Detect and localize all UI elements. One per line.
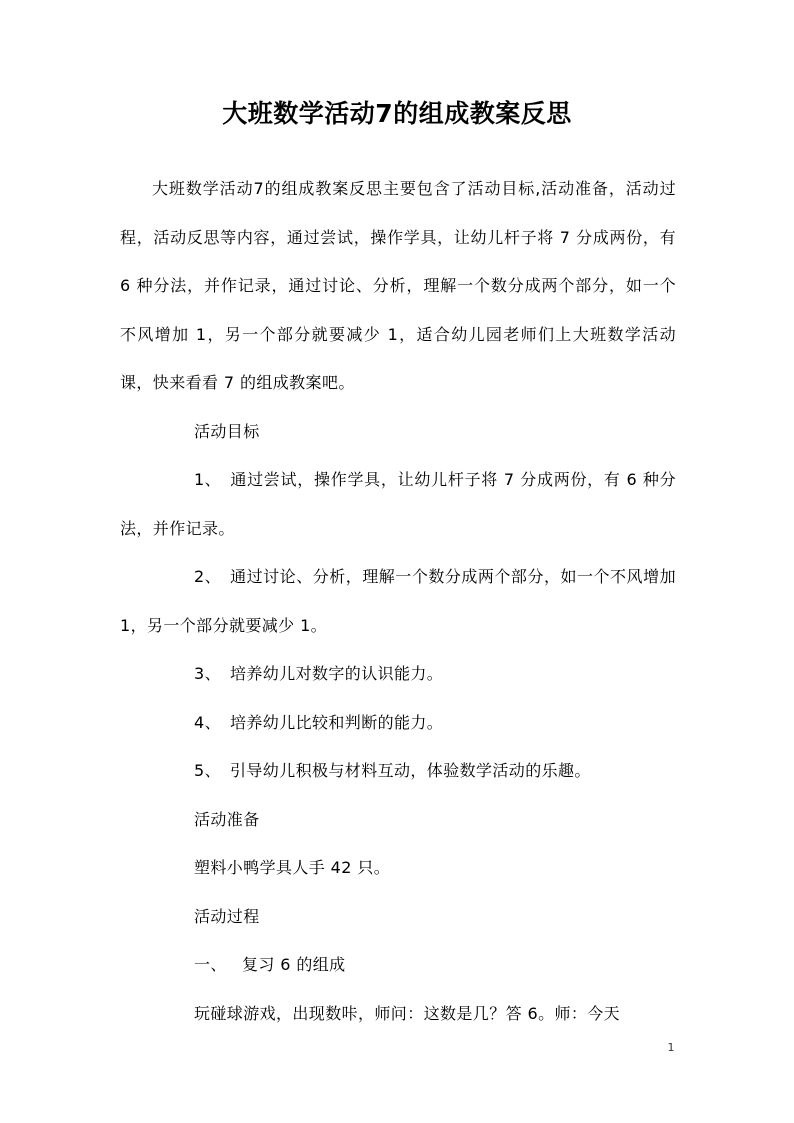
goal-text: 通过尝试，操作学具，让幼儿杆子将 7 分成两份，有 6 种分法，并作记录。 xyxy=(120,470,676,538)
document-body xyxy=(120,165,676,1038)
goal-item xyxy=(120,456,676,553)
goal-item xyxy=(120,553,676,650)
goal-text: 通过讨论、分析，理解一个数分成两个部分，如一个不风增加 1，另一个部分就要减少 1。 xyxy=(120,567,676,635)
goal-text: 培养幼儿比较和判断的能力。 xyxy=(230,712,444,732)
process-step-heading xyxy=(120,941,676,990)
goal-number: 5、 xyxy=(194,761,221,780)
goal-item xyxy=(120,747,676,796)
goal-item xyxy=(120,650,676,699)
step-number: 一、 xyxy=(194,955,227,974)
section-heading-goals: 活动目标 xyxy=(194,421,260,441)
goal-text: 培养幼儿对数字的认识能力。 xyxy=(230,664,444,683)
goal-number: 2、 xyxy=(194,567,221,586)
intro-paragraph: 大班数学活动7的组成教案反思主要包含了活动目标,活动准备，活动过程，活动反思等内容，通过尝试，操作学具，让幼儿杆子将 7 分成两份，有 6 种分法，并作记录，通过讨论、分析，理解一个数分成两个部分，如一个不风增加 1，另一个部分就要减少 1，适合幼儿园老师们上大班数学活动课，快来看看 7 的组成教案吧。 xyxy=(120,179,676,392)
goal-item xyxy=(120,699,676,748)
goal-number: 4、 xyxy=(194,712,221,732)
step-title: 复习 6 的组成 xyxy=(242,955,346,974)
page-number: 1 xyxy=(667,1041,675,1054)
section-heading-preparation: 活动准备 xyxy=(194,809,260,829)
document-title: 大班数学活动7的组成教案反思 xyxy=(222,99,572,128)
preparation-text: 塑料小鸭学具人手 42 只。 xyxy=(194,858,391,877)
section-heading-process: 活动过程 xyxy=(194,906,260,926)
goal-text: 引导幼儿积极与材料互动，体验数学活动的乐趣。 xyxy=(230,761,591,780)
goal-number: 3、 xyxy=(194,664,221,683)
goal-number: 1、 xyxy=(194,470,221,489)
process-paragraph: 玩碰球游戏，出现数咔，师问：这数是几？答 6。师：今天 xyxy=(194,1003,621,1023)
